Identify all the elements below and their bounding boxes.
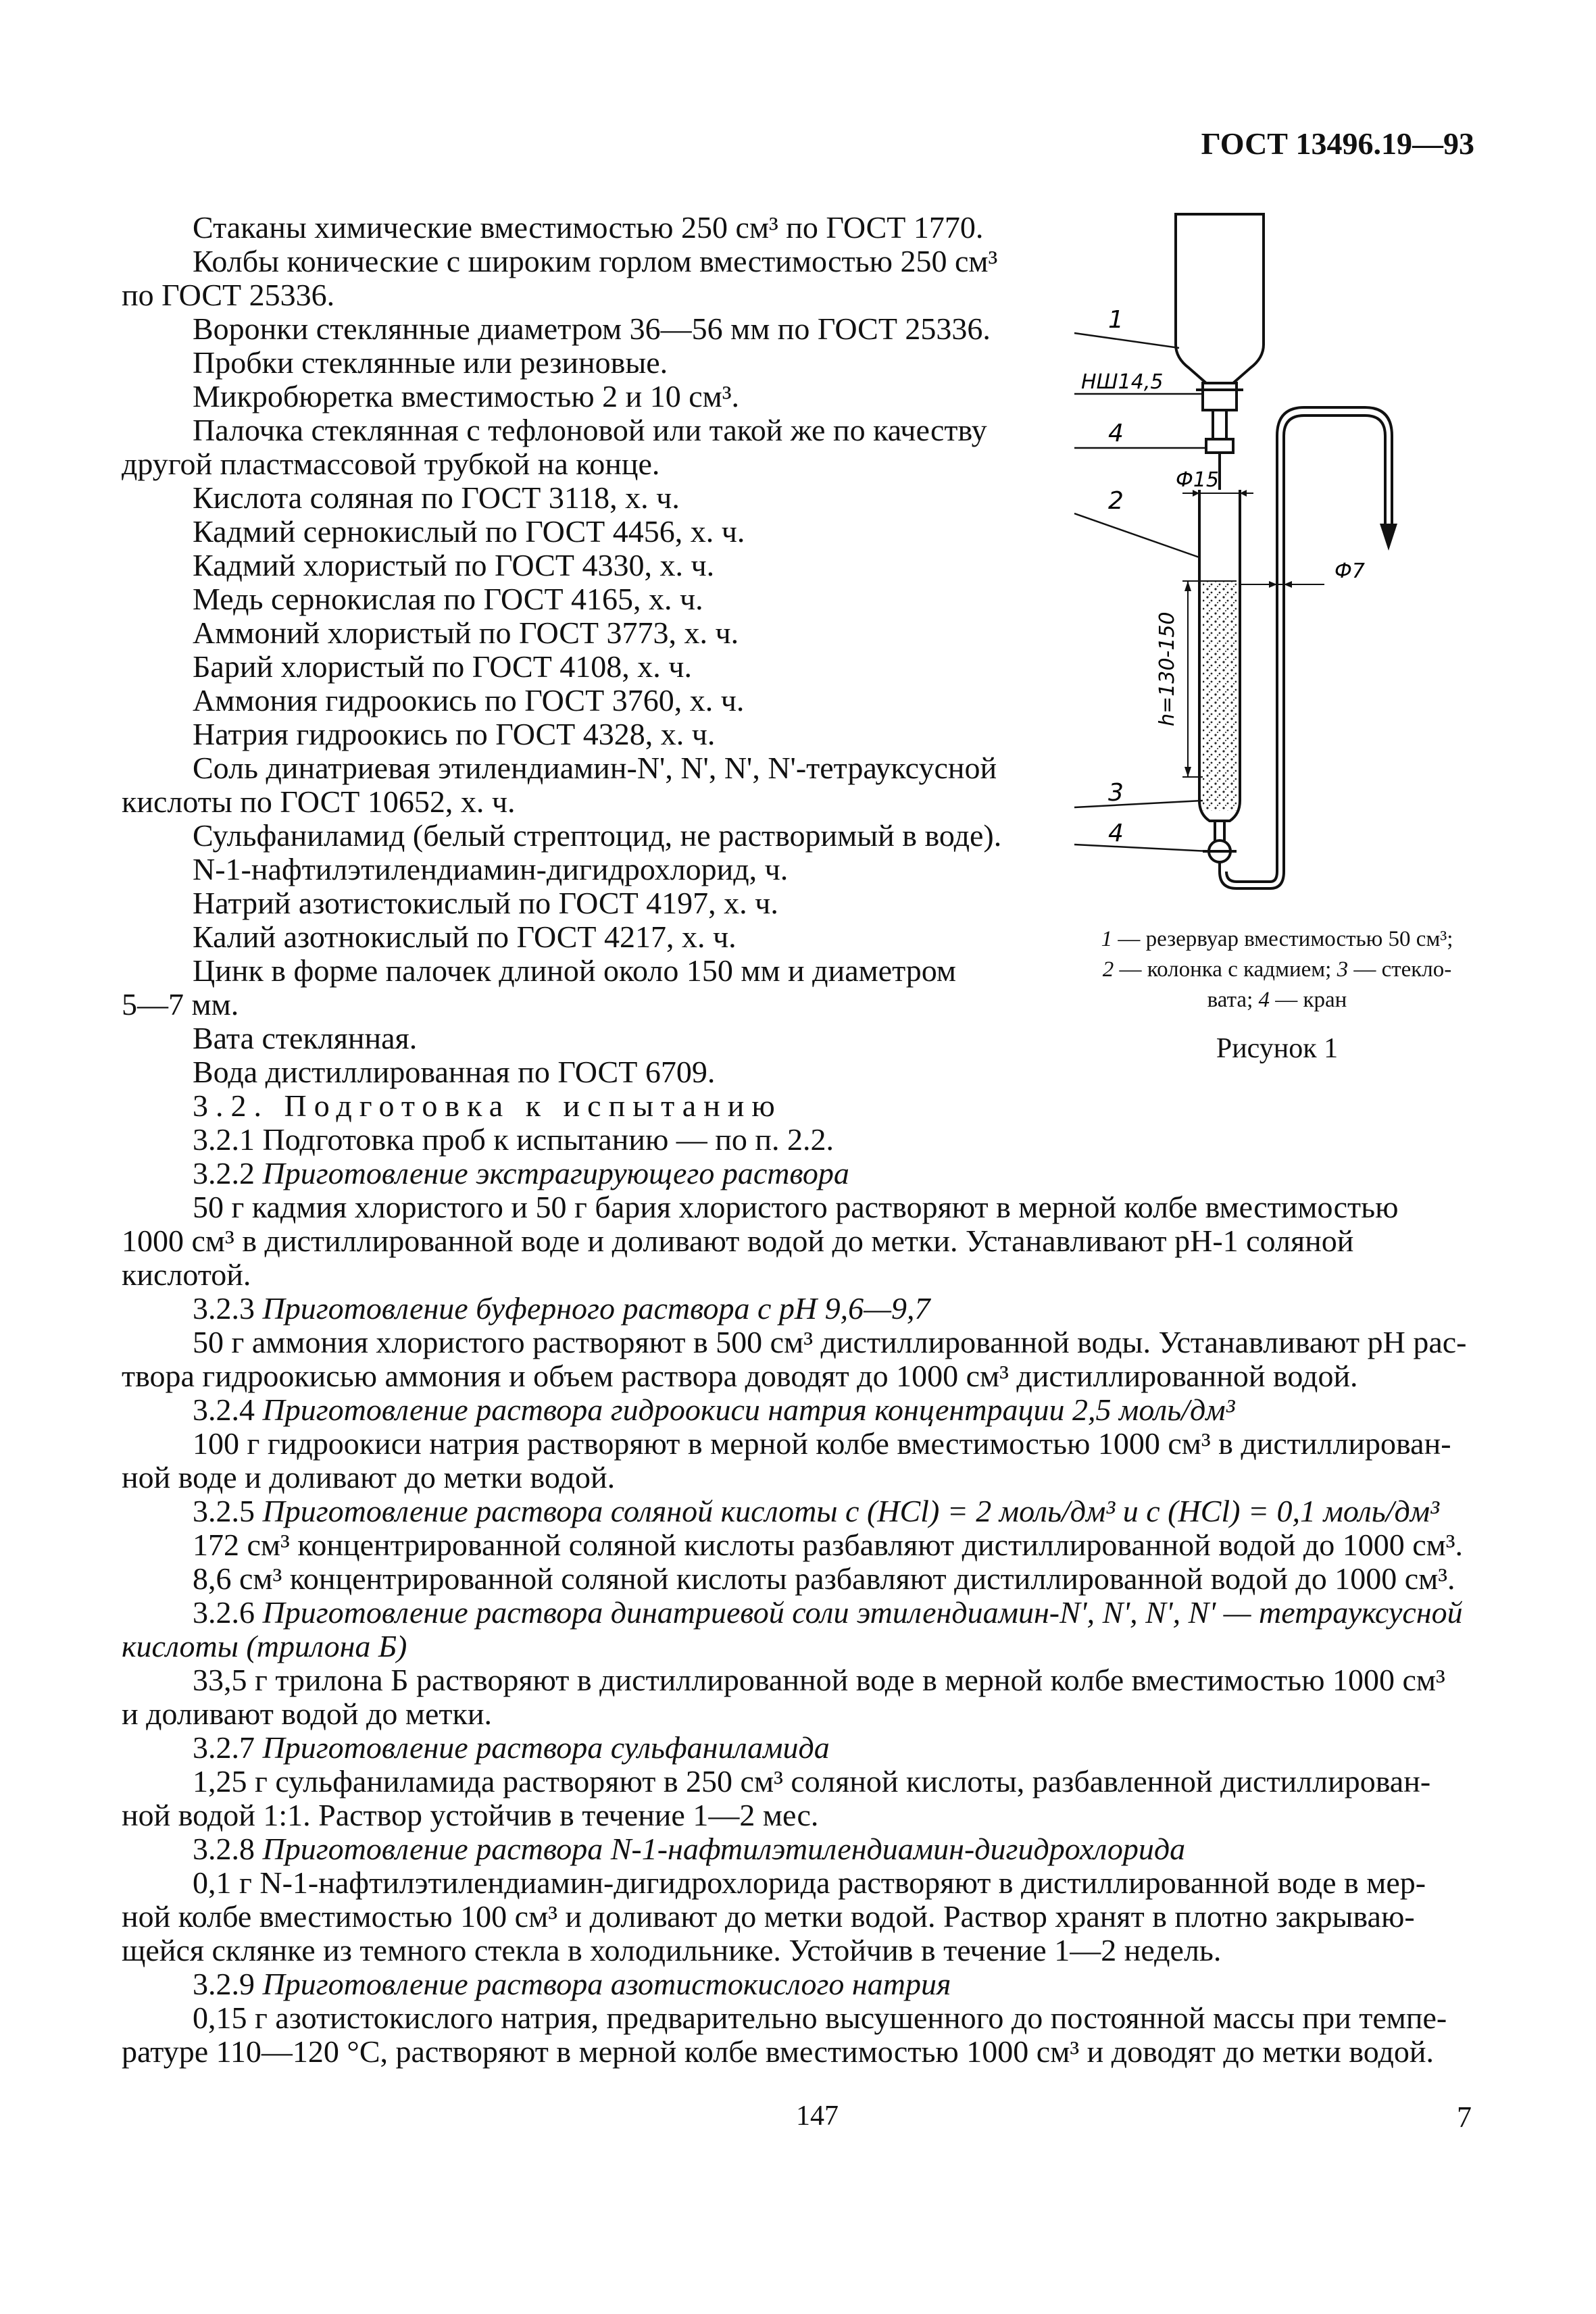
text-line: по ГОСТ 25336. — [122, 278, 335, 312]
text-line: твора гидроокисью аммония и объем раствора доводят до 1000 см³ дистиллированной водой. — [122, 1359, 1358, 1393]
text-line: 100 г гидроокиси натрия растворяют в мерной колбе вместимостью 1000 см³ в дистиллирован- — [193, 1426, 1451, 1461]
label-2: 2 — [1108, 487, 1124, 515]
apparatus-diagram — [1068, 206, 1487, 902]
text-line: ратуре 110—120 °С, растворяют в мерной колбе вместимостью 1000 см³ и доводят до метки водой. — [122, 2034, 1434, 2069]
text-line: Палочка стеклянная с тефлоновой или такой же по качеству — [193, 413, 987, 447]
outlet-tube — [1220, 416, 1385, 888]
subsection-title: Приготовление раствора N-1-нафтилэтилендиамин-дигидрохлорида — [262, 1832, 1186, 1866]
text-line: 3.2.1 Подготовка проб к испытанию — по п. 2.2. — [193, 1122, 834, 1157]
text-line: Кадмий хлористый по ГОСТ 4330, х. ч. — [193, 548, 715, 582]
label-1: 1 — [1108, 306, 1124, 334]
text-line: Калий азотнокислый по ГОСТ 4217, х. ч. — [193, 920, 737, 954]
reservoir-shape — [1176, 214, 1264, 383]
page-number-center: 147 — [796, 2101, 839, 2132]
subsection-number: 3.2.2 — [193, 1156, 255, 1190]
text-line: Кадмий сернокислый по ГОСТ 4456, х. ч. — [193, 514, 745, 549]
text-line: N-1-нафтилэтилендиамин-дигидрохлорид, ч. — [193, 852, 789, 886]
text-line: Медь сернокислая по ГОСТ 4165, х. ч. — [193, 582, 703, 616]
subsection-heading — [193, 1392, 1235, 1428]
text-line: кислоты по ГОСТ 10652, х. ч. — [122, 784, 516, 819]
text-line: Натрия гидроокись по ГОСТ 4328, х. ч. — [193, 717, 716, 751]
caption-text: — кран — [1270, 988, 1347, 1012]
text-line: Цинк в форме палочек длиной около 150 мм и диаметром — [193, 953, 957, 988]
subsection-heading — [193, 1290, 930, 1327]
text-line: Стаканы химические вместимостью 250 см³ по ГОСТ 1770. — [193, 210, 984, 245]
text-line: 33,5 г трилона Б растворяют в дистиллированной воде в мерной колбе вместимостью 1000 см³ — [193, 1663, 1445, 1697]
text-line: Воронки стеклянные диаметром 36—56 мм по ГОСТ 25336. — [193, 311, 991, 346]
section-heading: 3.2. Подготовка к испытанию — [193, 1088, 782, 1123]
subsection-title: Приготовление раствора соляной кислоты с (HCl) = 2 моль/дм³ и с (HCl) = 0,1 моль/дм³ — [262, 1494, 1439, 1528]
text-line: кислотой. — [122, 1257, 251, 1292]
text-line: Пробки стеклянные или резиновые. — [193, 345, 668, 380]
subsection-title: Приготовление экстрагирующего раствора — [262, 1156, 849, 1190]
ground-joint — [1203, 383, 1237, 410]
label-3: 3 — [1108, 779, 1124, 807]
text-line: 5—7 мм. — [122, 987, 239, 1022]
subsection-title: Приготовление раствора динатриевой соли этилендиамин-N', N', N', N' — тетрауксусной — [262, 1595, 1463, 1630]
text-line: Соль динатриевая этилендиамин-N', N', N', N'-тетрауксусной — [193, 751, 997, 785]
flow-arrow — [1380, 524, 1397, 551]
caption-num: 2 — [1102, 957, 1114, 982]
text-line: другой пластмассовой трубкой на конце. — [122, 447, 660, 481]
subsection-number: 3.2.8 — [193, 1832, 255, 1866]
text-line: ной водой 1:1. Раствор устойчив в течение 1—2 мес. — [122, 1798, 819, 1832]
subsection-title: Приготовление раствора гидроокиси натрия концентрации 2,5 моль/дм³ — [262, 1392, 1235, 1427]
text-line: Натрий азотистокислый по ГОСТ 4197, х. ч. — [193, 886, 778, 920]
subsection-title: Приготовление раствора сульфаниламида — [262, 1730, 830, 1765]
text-line: Сульфаниламид (белый стрептоцид, не растворимый в воде). — [193, 818, 1002, 853]
figure-caption — [1054, 924, 1500, 1015]
caption-text: вата; — [1207, 988, 1259, 1012]
subsection-heading — [193, 1831, 1185, 1867]
subsection-title: Приготовление раствора азотистокислого натрия — [262, 1967, 951, 2001]
text-line: 0,15 г азотистокислого натрия, предварительно высушенного до постоянной массы при темпе- — [193, 2001, 1447, 2035]
subsection-number: 3.2.5 — [193, 1494, 255, 1528]
text-line: Барий хлористый по ГОСТ 4108, х. ч. — [193, 649, 692, 684]
subsection-title-cont: кислоты (трилона Б) — [122, 1629, 407, 1663]
text-line: Кислота соляная по ГОСТ 3118, х. ч. — [193, 480, 680, 515]
text-line: 1000 см³ в дистиллированной воде и доливают водой до метки. Устанавливают pH-1 соляной — [122, 1224, 1354, 1258]
caption-text: — резервуар вместимостью 50 см³; — [1112, 927, 1453, 951]
text-line: 8,6 см³ концентрированной соляной кислоты разбавляют дистиллированной водой до 1000 см³. — [193, 1561, 1455, 1596]
upper-valve — [1206, 439, 1233, 453]
text-line: Вода дистиллированная по ГОСТ 6709. — [193, 1055, 716, 1089]
subsection-number: 3.2.7 — [193, 1730, 255, 1765]
caption-num: 1 — [1101, 927, 1113, 951]
text-line: Микробюретка вместимостью 2 и 10 см³. — [193, 379, 740, 413]
document-header: ГОСТ 13496.19—93 — [1201, 126, 1474, 161]
text-line: 172 см³ концентрированной соляной кислоты разбавляют дистиллированной водой до 1000 см³. — [193, 1528, 1464, 1562]
text-line: 0,1 г N-1-нафтилэтилендиамин-дигидрохлорида растворяют в дистиллированной воде в мер- — [193, 1865, 1426, 1900]
page-number-right: 7 — [1457, 2101, 1472, 2134]
subsection-number: 3.2.6 — [193, 1595, 255, 1630]
label-d15: Ф15 — [1176, 468, 1219, 492]
subsection-number: 3.2.9 — [193, 1967, 255, 2001]
subsection-heading — [193, 1730, 830, 1766]
figure-title: Рисунок 1 — [1216, 1033, 1339, 1064]
label-d7: Ф7 — [1335, 559, 1365, 583]
subsection-number: 3.2.4 — [193, 1392, 255, 1427]
subsection-title: Приготовление буферного раствора с pH 9,6—9,7 — [262, 1291, 930, 1326]
label-h: h=130-150 — [1155, 611, 1179, 726]
text-line: ной колбе вместимостью 100 см³ и доливают до метки водой. Раствор хранят в плотно закрываю- — [122, 1899, 1415, 1934]
text-line: ной воде и доливают до метки водой. — [122, 1460, 616, 1494]
caption-num: 4 — [1258, 988, 1270, 1012]
text-line: 50 г кадмия хлористого и 50 г бария хлористого растворяют в мерной колбе вместимостью — [193, 1190, 1399, 1224]
text-line: Колбы конические с широким горлом вместимостью 250 см³ — [193, 244, 998, 278]
caption-text: — колонка с кадмием; — [1114, 957, 1337, 982]
subsection-heading — [193, 1493, 1439, 1530]
label-4-bottom: 4 — [1108, 820, 1124, 847]
label-joint: НШ14,5 — [1081, 370, 1164, 394]
subsection-heading — [193, 1594, 1463, 1631]
text-line: и доливают водой до метки. — [122, 1696, 492, 1731]
cadmium-packing — [1203, 581, 1237, 811]
text-line: Аммоний хлористый по ГОСТ 3773, х. ч. — [193, 615, 739, 650]
label-4-top: 4 — [1108, 420, 1124, 447]
subsection-heading — [193, 1966, 951, 2003]
text-line: Вата стеклянная. — [193, 1021, 418, 1055]
text-line: щейся склянке из темного стекла в холодильнике. Устойчив в течение 1—2 недель. — [122, 1933, 1222, 1967]
subsection-number: 3.2.3 — [193, 1291, 255, 1326]
text-line: Аммония гидроокись по ГОСТ 3760, х. ч. — [193, 683, 745, 718]
text-line: 50 г аммония хлористого растворяют в 500 см³ дистиллированной воды. Устанавливают pH рас- — [193, 1325, 1467, 1359]
caption-num: 3 — [1337, 957, 1349, 982]
subsection-heading — [193, 1155, 849, 1192]
caption-text: — стекло- — [1348, 957, 1452, 982]
text-line: 1,25 г сульфаниламида растворяют в 250 см³ соляной кислоты, разбавленной дистиллирован- — [193, 1764, 1431, 1799]
